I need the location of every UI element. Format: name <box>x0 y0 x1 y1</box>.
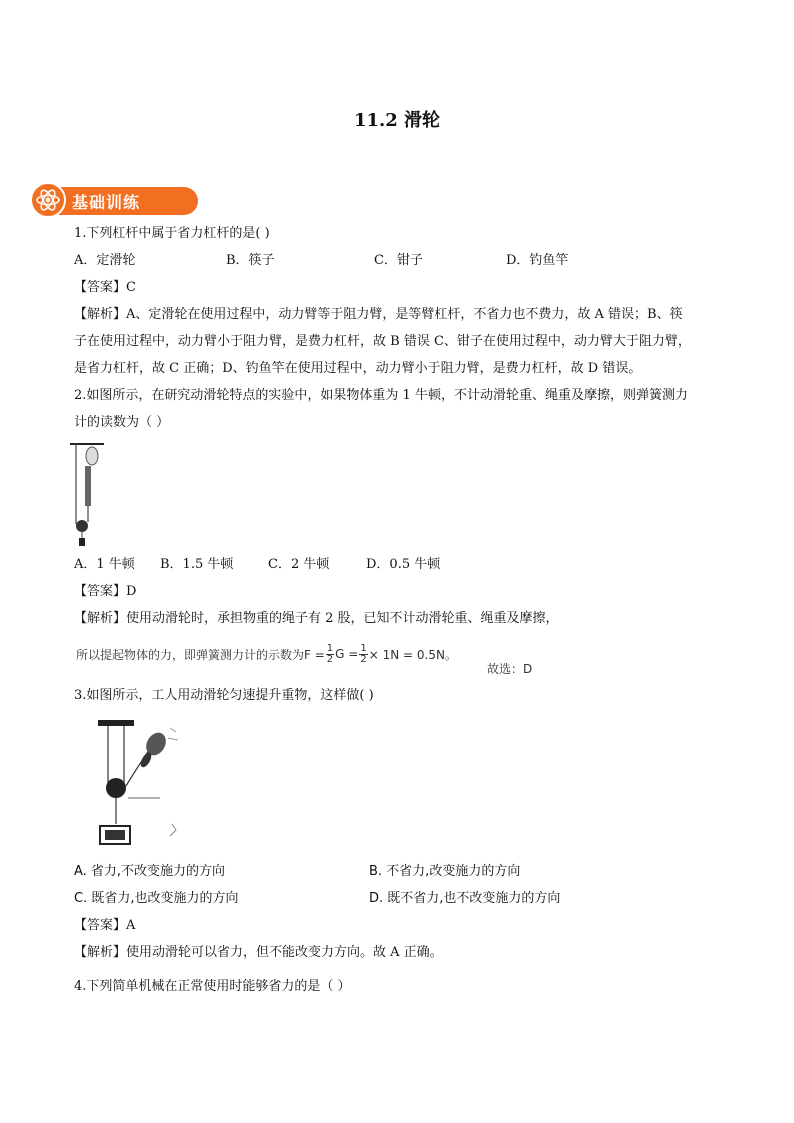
formula-suffix: × 1N = 0.5N。 <box>368 647 457 662</box>
formula-prefix: 所以提起物体的力，即弹簧测力计的示数为F = <box>76 647 325 662</box>
q3-answer: 【答案】A <box>74 918 136 933</box>
fraction-numerator: 1 <box>326 642 334 654</box>
q3-option-b: B. 不省力,改变施力的方向 <box>369 864 521 879</box>
q2-option-d: D．0.5 牛顿 <box>366 557 441 572</box>
q2-formula <box>76 639 457 669</box>
fraction-denominator: 2 <box>326 653 334 665</box>
q2-formula-tail: 故选：D <box>487 662 533 676</box>
fraction-denominator: 2 <box>360 653 367 665</box>
q1-stem: 1.下列杠杆中属于省力杠杆的是( ) <box>74 226 270 241</box>
q1-option-c: C．钳子 <box>374 253 423 268</box>
fraction-numerator: 1 <box>360 642 367 654</box>
fraction-one-half <box>359 644 367 665</box>
q1-option-d: D．钓鱼竿 <box>506 253 569 268</box>
q2-option-a: A．1 牛顿 <box>74 557 135 572</box>
q3-option-c: C. 既省力,也改变施力的方向 <box>74 891 239 906</box>
q1-analysis-line-1: 【解析】A、定滑轮在使用过程中，动力臂等于阻力臂，是等臂杠杆，不省力也不费力，故 A 错误；B、筷 <box>74 307 683 322</box>
q1-answer: 【答案】C <box>74 280 136 295</box>
q2-stem-line-2: 计的读数为（ ） <box>74 415 170 430</box>
q1-analysis-line-3: 是省力杠杆，故 C 正确；D、钓鱼竿在使用过程中，动力臂小于阻力臂，是费力杠杆，故 D 错误。 <box>74 361 642 376</box>
q2-option-b: B．1.5 牛顿 <box>160 557 234 572</box>
atom-icon <box>30 182 66 218</box>
worker-pulley-figure <box>90 716 186 850</box>
q1-option-a: A．定滑轮 <box>74 253 136 268</box>
q2-option-c: C．2 牛顿 <box>268 557 330 572</box>
q2-answer: 【答案】D <box>74 584 137 599</box>
q1-option-b: B．筷子 <box>226 253 275 268</box>
q2-stem-line-1: 2.如图所示，在研究动滑轮特点的实验中，如果物体重为 1 牛顿，不计动滑轮重、绳重及摩擦，则弹簧测力 <box>74 388 688 403</box>
page-title: 11.2 滑轮 <box>353 110 441 131</box>
q3-stem: 3.如图所示，工人用动滑轮匀速提升重物，这样做( ) <box>74 688 374 703</box>
fraction-one-half <box>326 644 334 665</box>
q2-analysis: 【解析】使用动滑轮时，承担物重的绳子有 2 股，已知不计动滑轮重、绳重及摩擦， <box>74 611 559 626</box>
q4-stem: 4.下列简单机械在正常使用时能够省力的是（ ） <box>74 979 351 994</box>
q3-option-d: D. 既不省力,也不改变施力的方向 <box>369 891 561 906</box>
q3-option-a: A. 省力,不改变施力的方向 <box>74 864 226 879</box>
formula-mid: G = <box>335 647 359 661</box>
q3-analysis: 【解析】使用动滑轮可以省力，但不能改变力方向。故 A 正确。 <box>74 945 443 960</box>
spring-scale-pulley-figure <box>70 442 110 548</box>
banner-label: 基础训练 <box>72 193 141 212</box>
q1-analysis-line-2: 子在使用过程中，动力臂小于阻力臂，是费力杠杆，故 B 错误 C、钳子在使用过程中，动力臂大于阻力臂， <box>74 334 691 349</box>
section-banner <box>30 182 170 218</box>
